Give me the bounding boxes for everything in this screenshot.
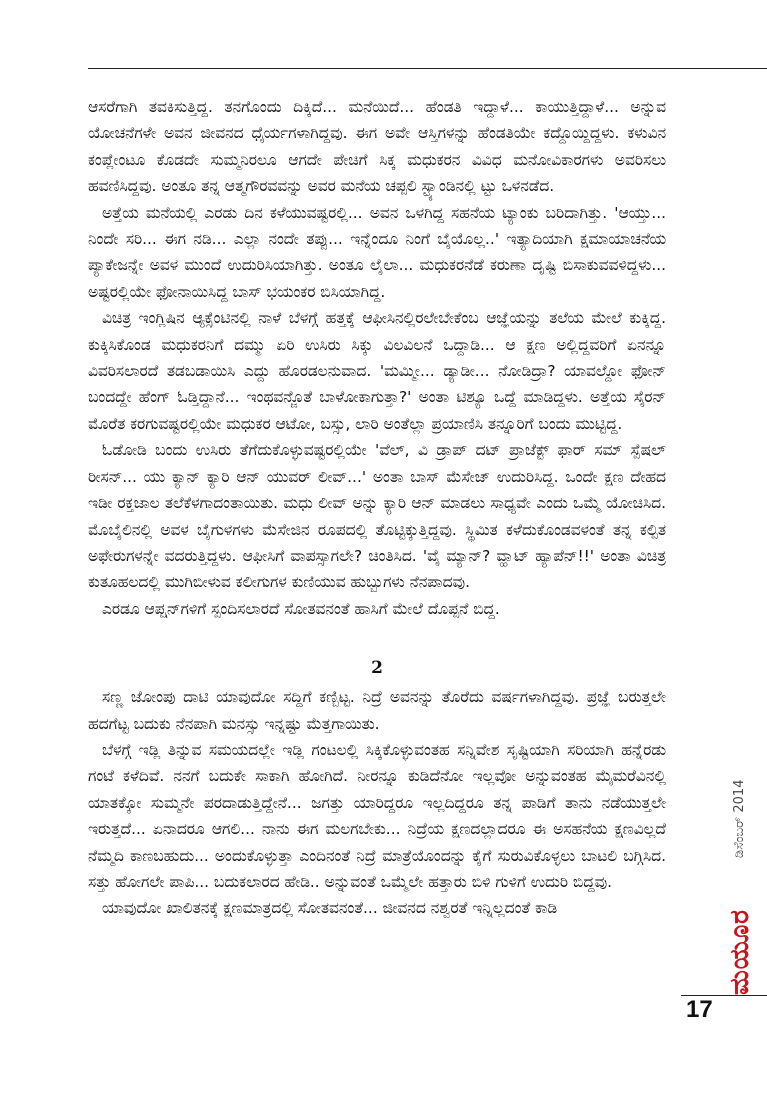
paragraph: ಓಡೋಡಿ ಬಂದು ಉಸಿರು ತೆಗೆದುಕೊಳ್ಳುವಷ್ಟರಲ್ಲಿಯೇ 'ವೆಲ್, ವಿ ಡ್ರಾಪ್ ದಟ್ ಪ್ರಾಜೆಕ್ಟ್ ಫಾರ್ ಸಮ್ ಸ್ಪೆಷಲ್ ರೀಸನ್... ಯು ಕ್ಯಾನ್ ಕ್ಯಾರಿ ಆನ್ ಯುವರ್ ಲೀವ್...' ಅಂತಾ ಬಾಸ್ ಮೆಸೇಜ್ ಉದುರಿಸಿದ್ದ. ಒಂದೇ ಕ್ಷಣ ದೇಹದ ಇಡೀ ರಕ್ತಜಾಲ ತಲೆಕೆಳಗಾದಂತಾಯಿತು. ಮಧು ಲೀವ್ ಅನ್ನು ಕ್ಯಾರಿ ಆನ್ ಮಾಡಲು ಸಾಧ್ಯವೇ ಎಂದು ಒಮ್ಮೆ ಯೋಚಿಸಿದ. ಮೊಬೈಲಿನಲ್ಲಿ ಅವಳ ಬೈಗುಳಗಳು ಮೆಸೇಜಿನ ರೂಪದಲ್ಲಿ ತೊಟ್ಟಿಕ್ಕುತ್ತಿದ್ದವು. ಸ್ಥಿಮಿತ ಕಳೆದುಕೊಂಡವಳಂತೆ ತನ್ನ ಕಲ್ಪಿತ ಅಫೇರುಗಳನ್ನೇ ವದರುತ್ತಿದ್ದಳು. ಆಫೀಸಿಗೆ ವಾಪಸ್ಸಾಗಲೇ? ಚಿಂತಿಸಿದ. 'ವೈ ಮ್ಯಾನ್? ವ್ಹಾಟ್ ಹ್ಯಾಪೆನ್!!' ಅಂತಾ ವಿಚಿತ್ರ ಕುತೂಹಲದಲ್ಲಿ ಮುಗಿಬೀಳುವ ಕಲೀಗುಗಳ ಕುಣಿಯುವ ಹುಬ್ಬುಗಳು ನೆನಪಾದವು.	[88, 441, 666, 592]
issue-date: ಡಿಸೆಂಬರ್ 2014	[732, 779, 747, 858]
paragraph: ಅತ್ತೆಯ ಮನೆಯಲ್ಲಿ ಎರಡು ದಿನ ಕಳೆಯುವಷ್ಟರಲ್ಲಿ... ಅವನ ಒಳಗಿದ್ದ ಸಹನೆಯ ಟ್ಯಾಂಕು ಬರಿದಾಗಿತ್ತು. 'ಆಯ್ತು... ನಿಂದೇ ಸರಿ... ಈಗ ನಡಿ... ಎಲ್ಲಾ ನಂದೇ ತಪ್ಪು... ಇನ್ನೆಂದೂ ನಿಂಗೆ ಬೈಯೊಲ್ಲ..' ಇತ್ಯಾದಿಯಾಗಿ ಕ್ಷಮಾಯಾಚನೆಯ ಪ್ಯಾಕೇಜನ್ನೇ ಅವಳ ಮುಂದೆ ಉದುರಿಸಿಯಾಗಿತ್ತು. ಅಂತೂ ಲೈಲಾ... ಮಧುಕರನೆಡೆ ಕರುಣಾ ದೃಷ್ಟಿ ಬಿಸಾಕುವವಳಿದ್ದಳು... ಅಷ್ಟರಲ್ಲಿಯೇ ಫೋನಾಯಿಸಿದ್ದ ಬಾಸ್ ಭಯಂಕರ ಬಿಸಿಯಾಗಿದ್ದ.	[88, 203, 666, 301]
article-body	[88, 94, 666, 922]
paragraph: ಆಸರೆಗಾಗಿ ತವಕಿಸುತ್ತಿದ್ದ. ತನಗೊಂದು ದಿಕ್ಕಿದೆ... ಮನೆಯಿದೆ... ಹೆಂಡತಿ ಇದ್ದಾಳೆ... ಕಾಯುತ್ತಿದ್ದಾಳೆ... ಅನ್ನುವ ಯೋಚನೆಗಳೇ ಅವನ ಜೀವನದ ಧೈರ್ಯಗಳಾಗಿದ್ದವು. ಈಗ ಅವೇ ಆಸ್ತಿಗಳನ್ನು ಹೆಂಡತಿಯೇ ಕದ್ದೊಯ್ದಿದ್ದಳು. ಕಳುವಿನ ಕಂಪ್ಲೇಂಟೂ ಕೊಡದೇ ಸುಮ್ಮನಿರಲೂ ಆಗದೇ ಪೇಚಿಗೆ ಸಿಕ್ಕ ಮಧುಕರನ ವಿವಿಧ ಮನೋವಿಕಾರಗಳು ಅವರಿಸಲು ಹವಣಿಸಿದ್ದವು. ಅಂತೂ ತನ್ನ ಆತ್ಮಗೌರವವನ್ನು ಅವರ ಮನೆಯ ಚಪ್ಪಲಿ ಸ್ಟ್ಯಾಂಡಿನಲ್ಲಿ ಟ್ಟು ಒಳನಡೆದ.	[88, 98, 666, 196]
paragraph: ಬೆಳಗ್ಗೆ ಇಡ್ಲಿ ತಿನ್ನುವ ಸಮಯದಲ್ಲೇ ಇಡ್ಲಿ ಗಂಟಲಲ್ಲಿ ಸಿಕ್ಕಿಕೊಳ್ಳುವಂತಹ ಸನ್ನಿವೇಶ ಸೃಷ್ಟಿಯಾಗಿ ಸರಿಯಾಗಿ ಹನ್ನೆರಡು ಗಂಟೆ ಕಳೆದಿವೆ. ನನಗೆ ಬದುಕೇ ಸಾಕಾಗಿ ಹೋಗಿದೆ. ನೀರನ್ನೂ ಕುಡಿದೆನೋ ಇಲ್ಲವೋ ಅನ್ನುವಂತಹ ಮೈಮರೆವಿನಲ್ಲಿ ಯಾತಕ್ಕೋ ಸುಮ್ಮನೇ ಪರದಾಡುತ್ತಿದ್ದೇನೆ... ಜಗತ್ತು ಯಾರಿದ್ದರೂ ಇಲ್ಲದಿದ್ದರೂ ತನ್ನ ಪಾಡಿಗೆ ತಾನು ನಡೆಯುತ್ತಲೇ ಇರುತ್ತದೆ... ಏನಾದರೂ ಆಗಲಿ... ನಾನು ಈಗ ಮಲಗಬೇಕು... ನಿದ್ರೆಯ ಕ್ಷಣದಲ್ಲಾದರೂ ಈ ಅಸಹನೆಯ ಕ್ಷಣವಿಲ್ಲದೆ ನೆಮ್ಮದಿ ಕಾಣಬಹುದು... ಅಂದುಕೊಳ್ಳುತ್ತಾ ಎಂದಿನಂತೆ ನಿದ್ರೆ ಮಾತ್ರೆಯೊಂದನ್ನು ಕೈಗೆ ಸುರುವಿಕೊಳ್ಳಲು ಬಾಟಲಿ ಬಗ್ಗಿಸಿದ. ಸತ್ತು ಹೋಗಲೇ ಪಾಪಿ... ಬದುಕಲಾರದ ಹೇಡಿ.. ಅನ್ನುವಂತೆ ಒಮ್ಮೆಲೇ ಹತ್ತಾರು ಬಿಳಿ ಗುಳಿಗೆ ಉದುರಿ ಬಿದ್ದವು.	[88, 740, 666, 891]
magazine-logo: ಮಯೂರ	[725, 909, 755, 995]
header-rule	[88, 68, 767, 69]
page-number: 17	[686, 996, 713, 1023]
chapter-number: 2	[371, 658, 383, 679]
paragraph: ಯಾವುದೋ ಖಾಲಿತನಕ್ಕೆ ಕ್ಷಣಮಾತ್ರದಲ್ಲಿ ಸೋತವನಂತೆ... ಜೀವನದ ನಶ್ವರತೆ ಇನ್ನಿಲ್ಲದಂತೆ ಕಾಡಿ	[102, 899, 558, 918]
paragraph: ಸಣ್ಣ ಜೋಂಪು ದಾಟಿ ಯಾವುದೋ ಸದ್ದಿಗೆ ಕಣ್ಬಿಟ್ಟ. ನಿದ್ರೆ ಅವನನ್ನು ತೊರೆದು ವರ್ಷಗಳಾಗಿದ್ದವು. ಪ್ರಜ್ಞೆ ಬರುತ್ತಲೇ ಹದಗೆಟ್ಟ ಬದುಕು ನೆನಪಾಗಿ ಮನಸ್ಸು ಇನ್ನಷ್ಟು ಮೆತ್ತಗಾಯಿತು.	[88, 688, 666, 733]
paragraph: ವಿಚಿತ್ರ ಇಂಗ್ಲಿಷಿನ ಆ್ಯಕ್ಸೆಂಟಿನಲ್ಲಿ ನಾಳೆ ಬೆಳಗ್ಗೆ ಹತ್ತಕ್ಕೆ ಆಫೀಸಿನಲ್ಲಿರಲೇಬೇಕೆಂಬ ಆಜ್ಞೆಯನ್ನು ತಲೆಯ ಮೇಲೆ ಕುಕ್ಕಿದ್ದ. ಕುಕ್ಕಿಸಿಕೊಂಡ ಮಧುಕರನಿಗೆ ದಮ್ಮು ಏರಿ ಉಸಿರು ಸಿಕ್ಕು ವಿಲವಿಲನೆ ಒದ್ದಾಡಿ... ಆ ಕ್ಷಣ ಅಲ್ಲಿದ್ದವರಿಗೆ ಏನನ್ನೂ ವಿವರಿಸಲಾರದೆ ತಡಬಡಾಯಿಸಿ ಎದ್ದು ಹೊರಡಲನುವಾದ. 'ಮಮ್ಮೀ... ಡ್ಯಾಡೀ... ನೋಡಿದ್ರಾ? ಯಾವಲ್ದೋ ಫೋನ್ ಬಂದದ್ದೇ ಹೆಂಗ್ ಓಡ್ತಿದ್ದಾನೆ... ಇಂಥವನ್ಜೊತೆ ಬಾಳೋಕಾಗುತ್ತಾ?' ಅಂತಾ ಟಿಶ್ಯೂ ಒದ್ದೆ ಮಾಡಿದ್ದಳು. ಅತ್ತೆಯ ಸೈರನ್ ಮೊರೆತ ಕರಗುವಷ್ಟರಲ್ಲಿಯೇ ಮಧುಕರ ಆಟೋ, ಬಸ್ಸು, ಲಾರಿ ಅಂತೆಲ್ಲಾ ಪ್ರಯಾಣಿಸಿ ತನ್ನೂರಿಗೆ ಬಂದು ಮುಟ್ಟಿದ್ದ.	[88, 309, 666, 433]
paragraph: ಎರಡೂ ಆಪ್ಷನ್‌ಗಳಿಗೆ ಸ್ಪಂದಿಸಲಾರದೆ ಸೋತವನಂತೆ ಹಾಸಿಗೆ ಮೇಲೆ ದೊಪ್ಪನೆ ಬಿದ್ದ.	[102, 599, 500, 618]
